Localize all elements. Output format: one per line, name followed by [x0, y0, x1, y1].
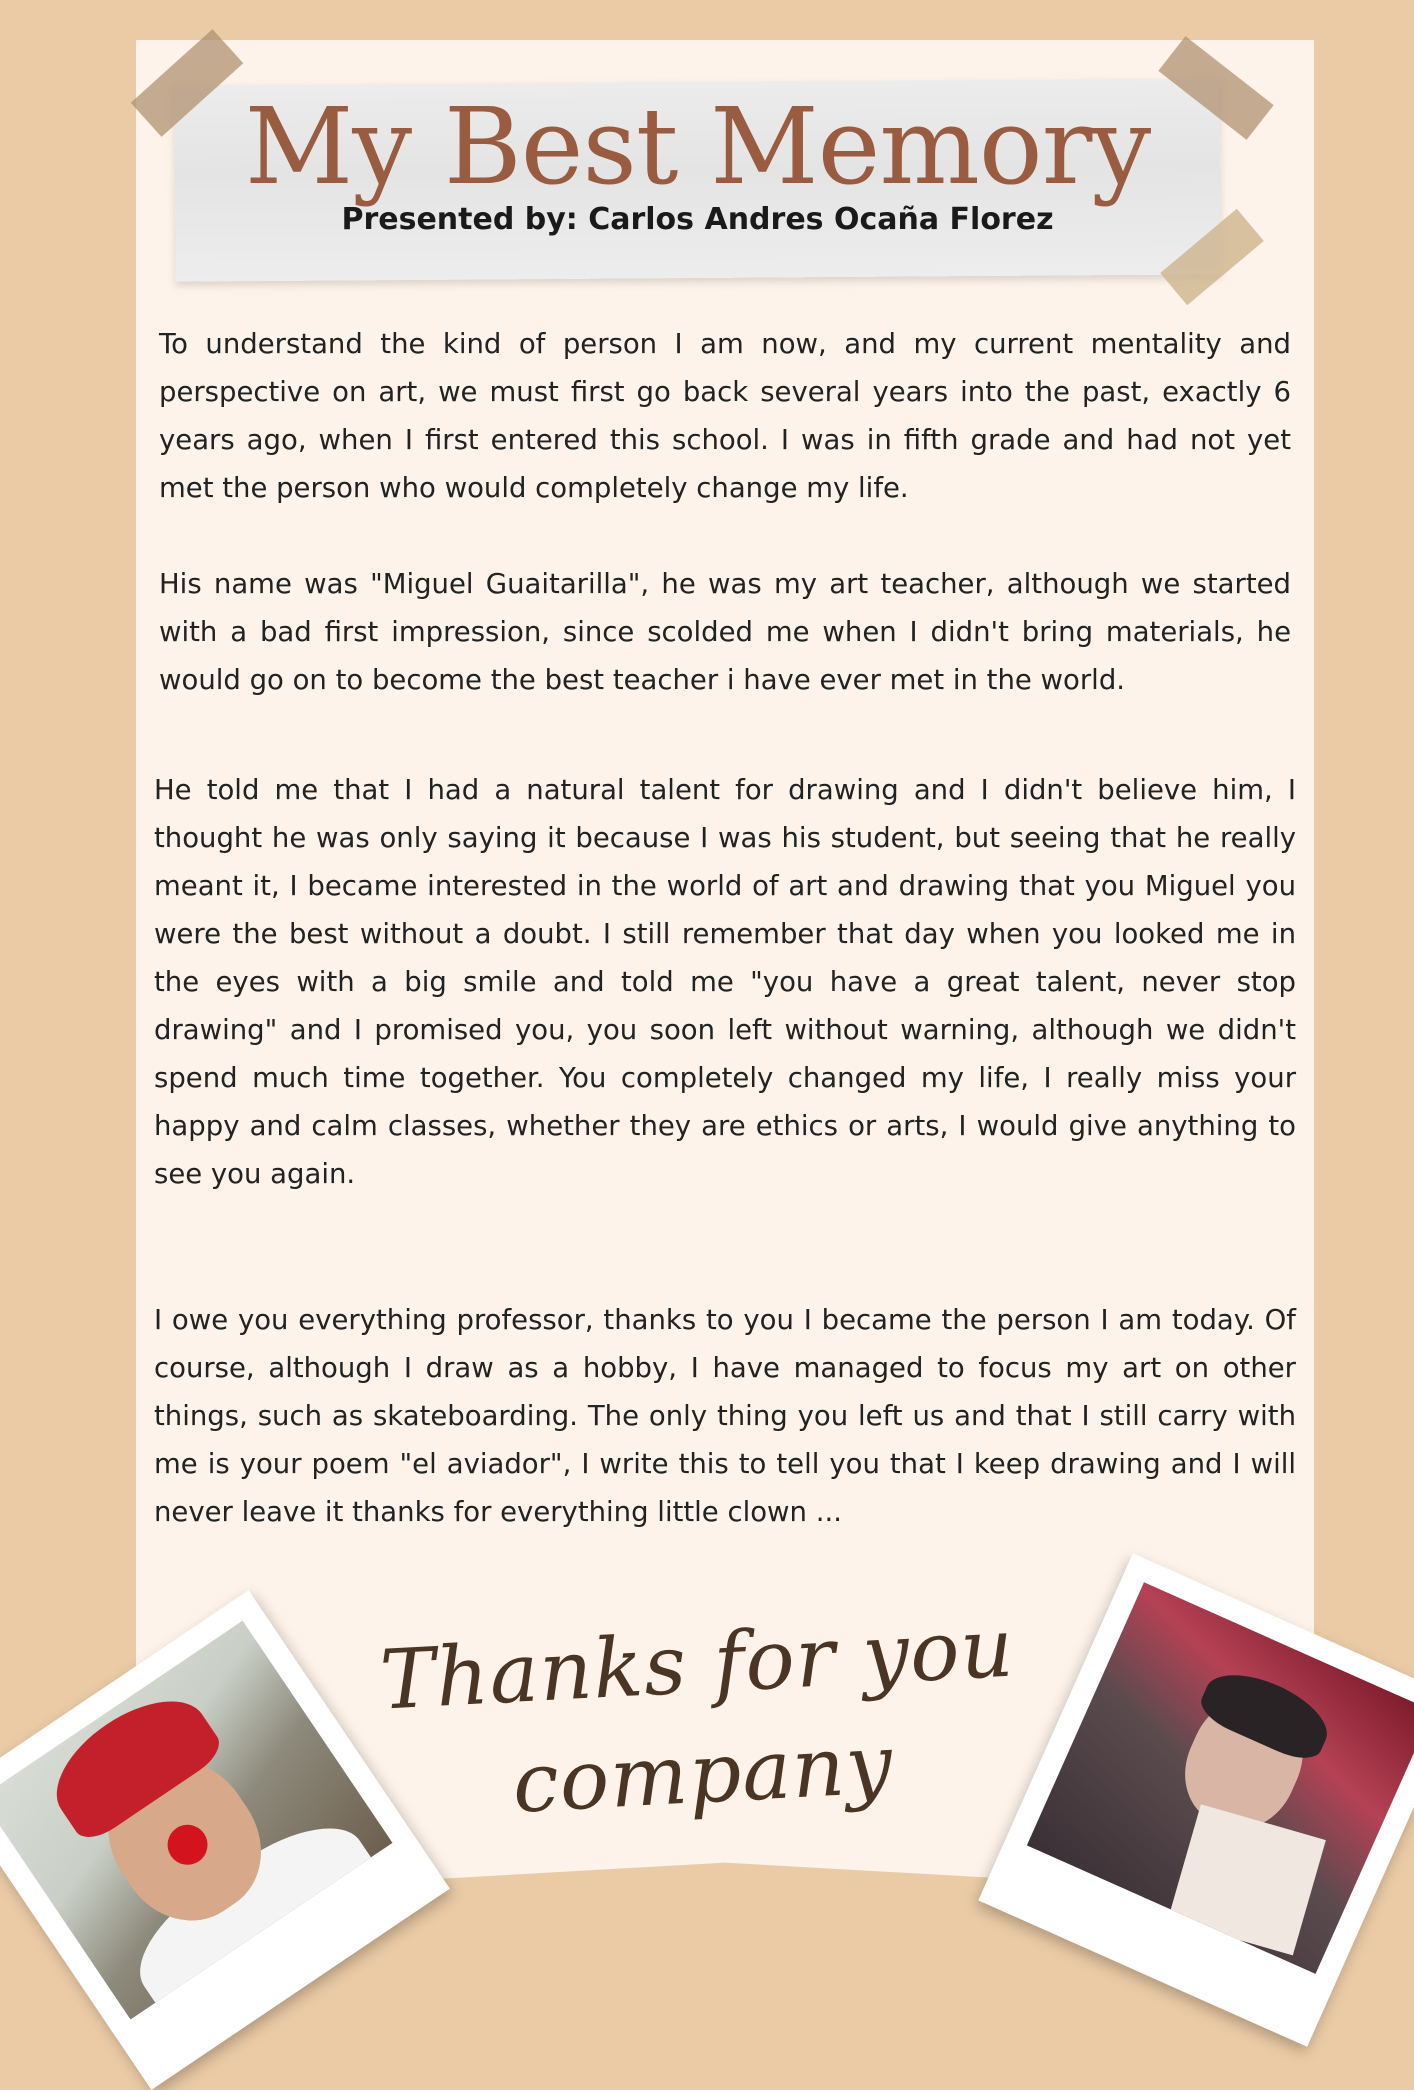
held-paper-shape — [1168, 1804, 1326, 1955]
paragraph-3: He told me that I had a natural talent for drawing and I didn't believe him, I thought he was only saying it because I was his student, but seeing that he really meant it, I became interested in the world of art and drawing that you Miguel you were the best without a doubt. I still remember that day when you looked me in the eyes with a big smile and told me "you have a great talent, never stop drawing" and I promised you, you soon left without warning, although we didn't spend much time together. You completely changed my life, I really miss your happy and calm classes, whether they are ethics or arts, I would give anything to see you again. — [154, 774, 1296, 1190]
paragraph-4: I owe you everything professor, thanks to you I became the person I am today. Of course, although I draw as a hobby, I have managed to focus my art on other things, such as skateboarding. The only thing you left us and that I still carry with me is your poem "el aviador", I write this to tell you that I keep drawing and I will never leave it thanks for everything little clown ... — [154, 1304, 1296, 1528]
signature-text: Thanks for you company — [377, 1600, 1017, 1832]
paragraph-2: His name was "Miguel Guaitarilla", he was my art teacher, although we started with a bad first impression, since scolded me when I didn't bring materials, he would go on to become the best teacher i have ever met in the world. — [159, 568, 1291, 696]
author-line: Presented by: Carlos Andres Ocaña Florez — [341, 202, 1054, 237]
page-title: My Best Memory — [244, 85, 1151, 208]
paragraph-1: To understand the kind of person I am now, and my current mentality and perspective on art, we must first go back several years into the past, exactly 6 years ago, when I first entered this school. I was in fifth grade and had not yet met the person who would completely change my life. — [159, 328, 1291, 504]
